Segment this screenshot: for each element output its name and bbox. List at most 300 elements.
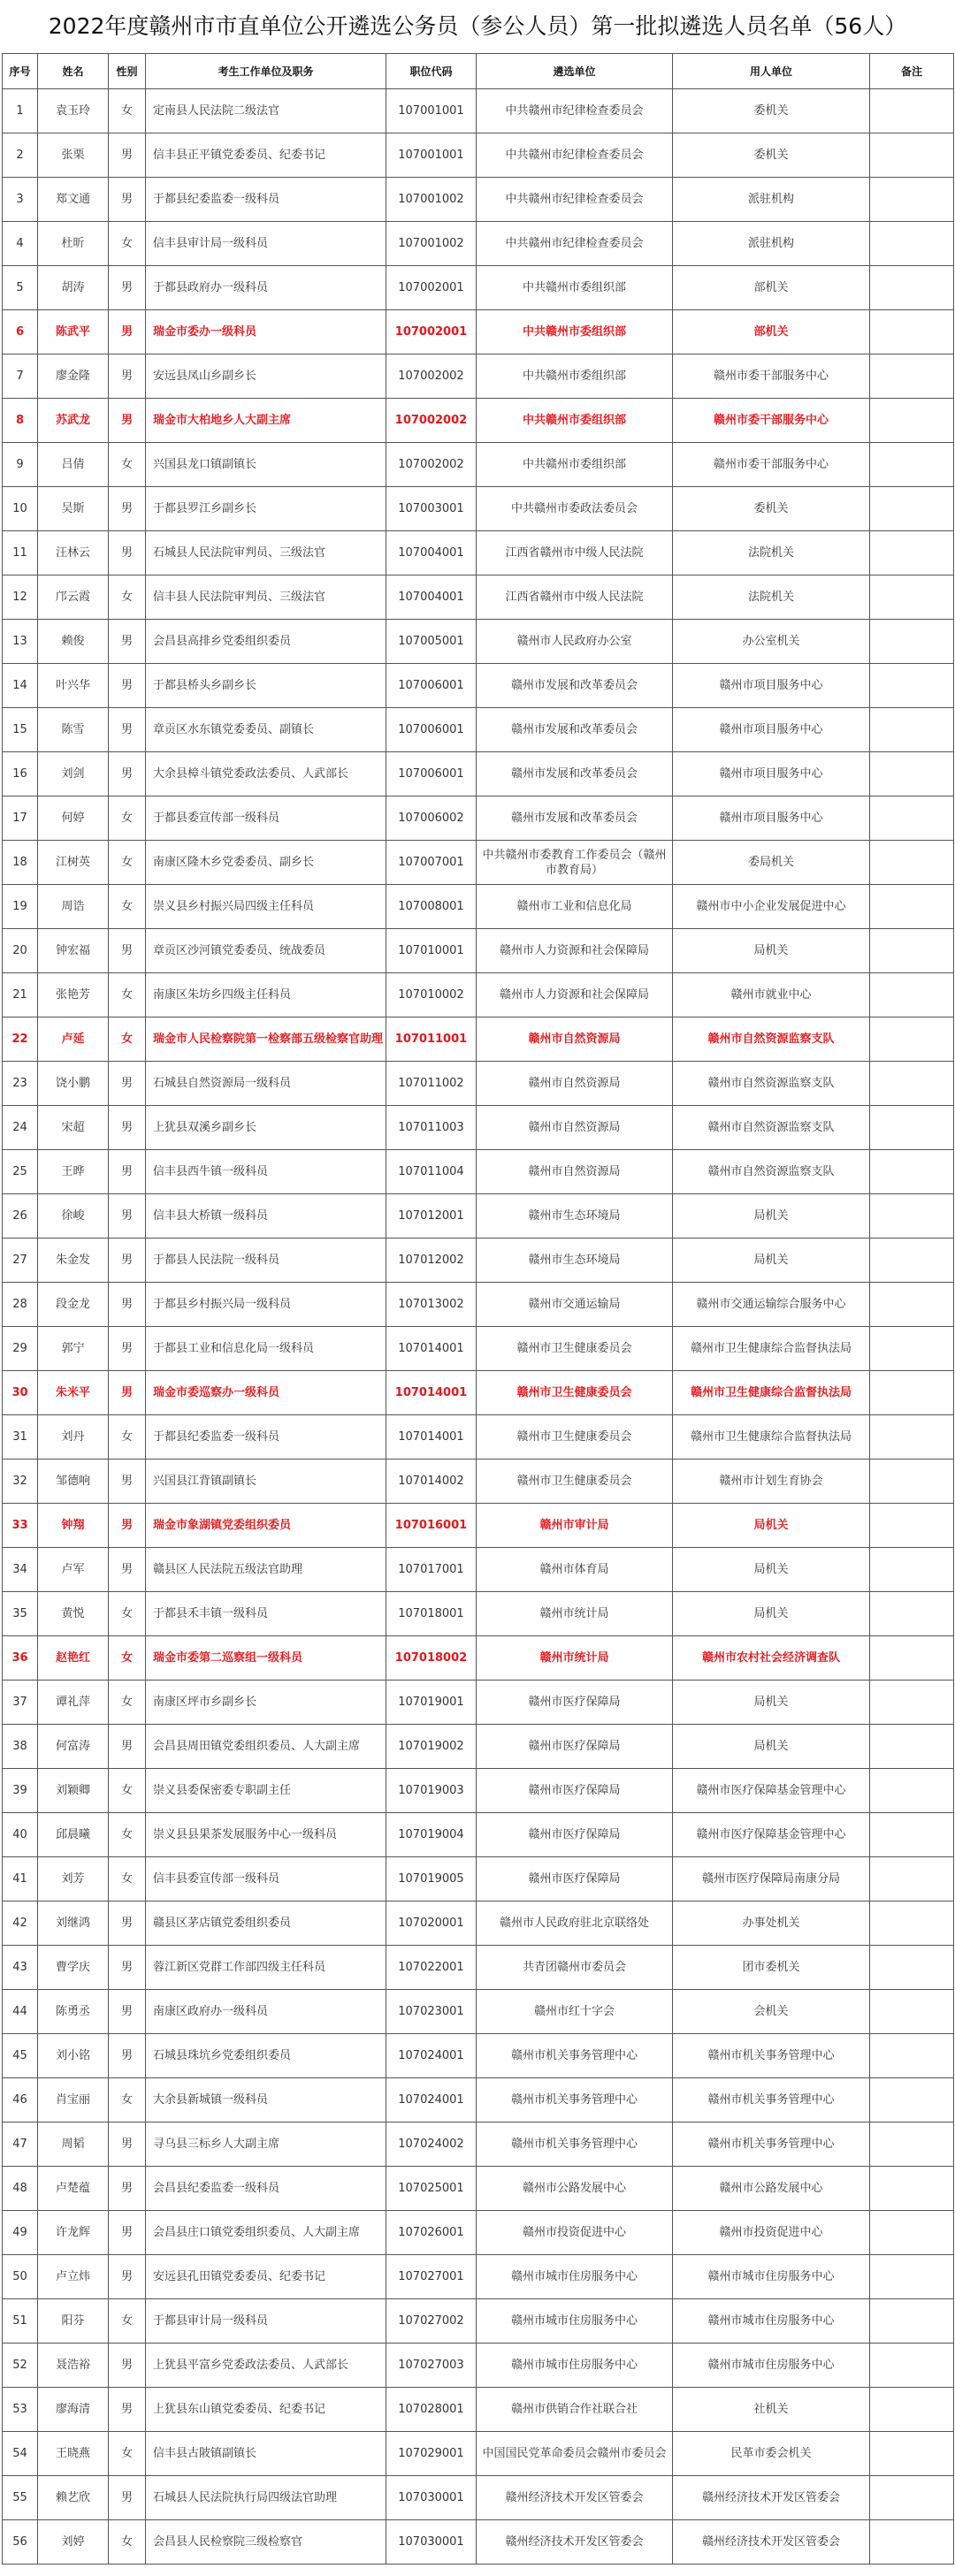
cell-gender: 女 — [109, 1592, 146, 1636]
cell-hire-unit: 赣州市项目服务中心 — [673, 796, 870, 841]
table-row — [3, 620, 954, 664]
cell-select-unit: 中共赣州市纪律检查委员会 — [477, 178, 673, 222]
cell-no: 9 — [3, 443, 38, 487]
cell-code: 107027003 — [386, 2344, 477, 2388]
cell-job: 章贡区沙河镇党委委员、统战委员 — [146, 929, 386, 973]
cell-gender: 男 — [109, 178, 146, 222]
cell-job: 会昌县庄口镇党委组织委员、人大副主席 — [146, 2211, 386, 2255]
cell-select-unit: 赣州市医疗保障局 — [477, 1769, 673, 1813]
cell-gender: 男 — [109, 2211, 146, 2255]
cell-code: 107012002 — [386, 1238, 477, 1283]
cell-hire-unit: 委机关 — [673, 487, 870, 531]
table-row — [3, 2388, 954, 2432]
cell-note — [870, 841, 954, 885]
cell-name: 聂浩裕 — [38, 2344, 109, 2388]
cell-name: 卢立炜 — [38, 2255, 109, 2299]
cell-gender: 男 — [109, 929, 146, 973]
table-row — [3, 1813, 954, 1857]
cell-select-unit: 赣州市体育局 — [477, 1548, 673, 1592]
cell-note — [870, 1548, 954, 1592]
cell-code: 107002001 — [386, 310, 477, 354]
cell-name: 刘小铭 — [38, 2034, 109, 2078]
cell-hire-unit: 赣州市投资促进中心 — [673, 2211, 870, 2255]
table-row — [3, 2476, 954, 2520]
cell-gender: 男 — [109, 1548, 146, 1592]
cell-note — [870, 1680, 954, 1725]
cell-code: 107024001 — [386, 2078, 477, 2123]
table-row — [3, 708, 954, 752]
cell-no: 2 — [3, 133, 38, 178]
cell-name: 朱金发 — [38, 1238, 109, 1283]
cell-gender: 男 — [109, 1990, 146, 2034]
cell-code: 107011004 — [386, 1150, 477, 1194]
cell-job: 南康区隆木乡党委委员、副乡长 — [146, 841, 386, 885]
cell-no: 40 — [3, 1813, 38, 1857]
cell-name: 卢延 — [38, 1017, 109, 1062]
cell-no: 8 — [3, 399, 38, 443]
cell-no: 50 — [3, 2255, 38, 2299]
cell-gender: 男 — [109, 620, 146, 664]
cell-code: 107010001 — [386, 929, 477, 973]
cell-hire-unit: 赣州市卫生健康综合监督执法局 — [673, 1415, 870, 1459]
cell-gender: 女 — [109, 1680, 146, 1725]
cell-select-unit: 赣州市医疗保障局 — [477, 1680, 673, 1725]
cell-code: 107013002 — [386, 1283, 477, 1327]
cell-gender: 女 — [109, 885, 146, 929]
cell-gender: 男 — [109, 1371, 146, 1415]
cell-job: 瑞金市大柏地乡人大副主席 — [146, 399, 386, 443]
cell-no: 5 — [3, 266, 38, 310]
table-row — [3, 929, 954, 973]
cell-hire-unit: 民革市委会机关 — [673, 2432, 870, 2476]
table-row — [3, 222, 954, 266]
cell-name: 郑文通 — [38, 178, 109, 222]
cell-note — [870, 1106, 954, 1150]
cell-code: 107001001 — [386, 89, 477, 133]
cell-job: 于都县禾丰镇一级科员 — [146, 1592, 386, 1636]
cell-no: 11 — [3, 531, 38, 575]
cell-note — [870, 1725, 954, 1769]
cell-no: 47 — [3, 2123, 38, 2167]
cell-name: 肖宝丽 — [38, 2078, 109, 2123]
cell-code: 107024002 — [386, 2123, 477, 2167]
cell-job: 会昌县人民检察院三级检察官 — [146, 2520, 386, 2565]
cell-hire-unit: 派驻机构 — [673, 178, 870, 222]
cell-job: 崇义县委保密委专职副主任 — [146, 1769, 386, 1813]
cell-job: 石城县人民法院审判员、三级法官 — [146, 531, 386, 575]
cell-job: 章贡区水东镇党委委员、副镇长 — [146, 708, 386, 752]
cell-code: 107004001 — [386, 575, 477, 620]
cell-name: 刘继鸿 — [38, 1902, 109, 1946]
cell-code: 107019003 — [386, 1769, 477, 1813]
cell-name: 何婷 — [38, 796, 109, 841]
cell-note — [870, 399, 954, 443]
cell-job: 大余县樟斗镇党委政法委员、人武部长 — [146, 752, 386, 796]
cell-gender: 男 — [109, 2476, 146, 2520]
cell-no: 7 — [3, 354, 38, 399]
cell-code: 107001001 — [386, 133, 477, 178]
cell-name: 邝云霞 — [38, 575, 109, 620]
cell-note — [870, 178, 954, 222]
table-row — [3, 1946, 954, 1990]
cell-job: 上犹县东山镇党委委员、纪委书记 — [146, 2388, 386, 2432]
cell-select-unit: 赣州经济技术开发区管委会 — [477, 2476, 673, 2520]
cell-name: 陈雪 — [38, 708, 109, 752]
cell-select-unit: 中共赣州市纪律检查委员会 — [477, 222, 673, 266]
table-row — [3, 2123, 954, 2167]
cell-name: 刘剑 — [38, 752, 109, 796]
cell-job: 信丰县人民法院审判员、三级法官 — [146, 575, 386, 620]
table-row — [3, 1415, 954, 1459]
cell-name: 钟翔 — [38, 1504, 109, 1548]
cell-no: 18 — [3, 841, 38, 885]
cell-job: 上犹县平富乡党委政法委员、人武部长 — [146, 2344, 386, 2388]
cell-no: 42 — [3, 1902, 38, 1946]
cell-note — [870, 2520, 954, 2565]
cell-note — [870, 2123, 954, 2167]
cell-job: 信丰县西牛镇一级科员 — [146, 1150, 386, 1194]
cell-gender: 男 — [109, 1504, 146, 1548]
cell-note — [870, 1238, 954, 1283]
cell-select-unit: 赣州市统计局 — [477, 1592, 673, 1636]
cell-name: 何富涛 — [38, 1725, 109, 1769]
cell-job: 蓉江新区党群工作部四级主任科员 — [146, 1946, 386, 1990]
cell-no: 23 — [3, 1062, 38, 1106]
cell-hire-unit: 赣州市城市住房服务中心 — [673, 2299, 870, 2344]
cell-select-unit: 赣州市城市住房服务中心 — [477, 2344, 673, 2388]
cell-no: 26 — [3, 1194, 38, 1238]
header-no: 序号 — [3, 54, 38, 89]
cell-code: 107029001 — [386, 2432, 477, 2476]
table-row — [3, 2299, 954, 2344]
cell-gender: 男 — [109, 1238, 146, 1283]
candidate-table — [2, 53, 954, 2565]
cell-gender: 男 — [109, 133, 146, 178]
cell-no: 54 — [3, 2432, 38, 2476]
cell-hire-unit: 会机关 — [673, 1990, 870, 2034]
table-row — [3, 1990, 954, 2034]
cell-select-unit: 赣州市发展和改革委员会 — [477, 752, 673, 796]
cell-hire-unit: 局机关 — [673, 1548, 870, 1592]
table-row — [3, 133, 954, 178]
cell-note — [870, 2255, 954, 2299]
cell-no: 4 — [3, 222, 38, 266]
cell-job: 安远县孔田镇党委委员、纪委书记 — [146, 2255, 386, 2299]
cell-hire-unit: 赣州市城市住房服务中心 — [673, 2344, 870, 2388]
cell-select-unit: 赣州市审计局 — [477, 1504, 673, 1548]
cell-select-unit: 赣州市卫生健康委员会 — [477, 1371, 673, 1415]
cell-hire-unit: 局机关 — [673, 929, 870, 973]
cell-name: 刘婷 — [38, 2520, 109, 2565]
cell-select-unit: 赣州市医疗保障局 — [477, 1725, 673, 1769]
cell-no: 35 — [3, 1592, 38, 1636]
cell-note — [870, 1062, 954, 1106]
header-gender: 性别 — [109, 54, 146, 89]
cell-job: 南康区政府办一级科员 — [146, 1990, 386, 2034]
cell-hire-unit: 赣州市项目服务中心 — [673, 752, 870, 796]
header-note: 备注 — [870, 54, 954, 89]
cell-note — [870, 2476, 954, 2520]
cell-select-unit: 赣州市人力资源和社会保障局 — [477, 929, 673, 973]
cell-name: 张艳芳 — [38, 973, 109, 1017]
cell-job: 信丰县委宣传部一级科员 — [146, 1857, 386, 1902]
cell-hire-unit: 赣州市卫生健康综合监督执法局 — [673, 1371, 870, 1415]
cell-job: 于都县委宣传部一级科员 — [146, 796, 386, 841]
table-row — [3, 575, 954, 620]
cell-code: 107011001 — [386, 1017, 477, 1062]
cell-hire-unit: 赣州市机关事务管理中心 — [673, 2034, 870, 2078]
cell-select-unit: 赣州市城市住房服务中心 — [477, 2299, 673, 2344]
cell-job: 瑞金市象湖镇党委组织委员 — [146, 1504, 386, 1548]
table-row — [3, 2344, 954, 2388]
cell-no: 30 — [3, 1371, 38, 1415]
cell-select-unit: 赣州市医疗保障局 — [477, 1857, 673, 1902]
cell-job: 于都县人民法院一级科员 — [146, 1238, 386, 1283]
cell-no: 25 — [3, 1150, 38, 1194]
cell-name: 吕倩 — [38, 443, 109, 487]
cell-hire-unit: 赣州市交通运输综合服务中心 — [673, 1283, 870, 1327]
table-row — [3, 531, 954, 575]
cell-hire-unit: 局机关 — [673, 1504, 870, 1548]
table-row — [3, 1238, 954, 1283]
table-row — [3, 1371, 954, 1415]
cell-no: 49 — [3, 2211, 38, 2255]
table-row — [3, 2211, 954, 2255]
table-row — [3, 1327, 954, 1371]
cell-name: 刘丹 — [38, 1415, 109, 1459]
cell-name: 廖金隆 — [38, 354, 109, 399]
cell-no: 16 — [3, 752, 38, 796]
cell-no: 53 — [3, 2388, 38, 2432]
table-row — [3, 2520, 954, 2565]
cell-select-unit: 赣州市红十字会 — [477, 1990, 673, 2034]
cell-select-unit: 赣州经济技术开发区管委会 — [477, 2520, 673, 2565]
cell-name: 朱米平 — [38, 1371, 109, 1415]
cell-note — [870, 1990, 954, 2034]
cell-hire-unit: 赣州市机关事务管理中心 — [673, 2078, 870, 2123]
cell-job: 安远县凤山乡副乡长 — [146, 354, 386, 399]
cell-note — [870, 620, 954, 664]
table-row — [3, 1769, 954, 1813]
cell-note — [870, 2034, 954, 2078]
cell-select-unit: 江西省赣州市中级人民法院 — [477, 531, 673, 575]
table-row — [3, 1680, 954, 1725]
cell-gender: 女 — [109, 1857, 146, 1902]
cell-name: 周韬 — [38, 2123, 109, 2167]
cell-select-unit: 赣州市机关事务管理中心 — [477, 2078, 673, 2123]
cell-name: 周诰 — [38, 885, 109, 929]
cell-note — [870, 2432, 954, 2476]
cell-gender: 女 — [109, 575, 146, 620]
cell-code: 107019005 — [386, 1857, 477, 1902]
cell-job: 瑞金市委第二巡察组一级科员 — [146, 1636, 386, 1680]
cell-select-unit: 赣州市自然资源局 — [477, 1106, 673, 1150]
cell-job: 瑞金市委办一级科员 — [146, 310, 386, 354]
cell-note — [870, 1946, 954, 1990]
cell-gender: 男 — [109, 531, 146, 575]
cell-hire-unit: 赣州市自然资源监察支队 — [673, 1150, 870, 1194]
cell-note — [870, 1371, 954, 1415]
cell-no: 38 — [3, 1725, 38, 1769]
cell-hire-unit: 赣州市委干部服务中心 — [673, 354, 870, 399]
cell-name: 饶小鹏 — [38, 1062, 109, 1106]
cell-job: 信丰县正平镇党委委员、纪委书记 — [146, 133, 386, 178]
cell-name: 江树英 — [38, 841, 109, 885]
cell-note — [870, 885, 954, 929]
cell-no: 24 — [3, 1106, 38, 1150]
cell-name: 钟宏福 — [38, 929, 109, 973]
table-row — [3, 1283, 954, 1327]
cell-code: 107011002 — [386, 1062, 477, 1106]
cell-select-unit: 中共赣州市委组织部 — [477, 266, 673, 310]
table-row — [3, 2078, 954, 2123]
cell-note — [870, 222, 954, 266]
cell-no: 15 — [3, 708, 38, 752]
cell-job: 会昌县周田镇党委组织委员、人大副主席 — [146, 1725, 386, 1769]
table-row — [3, 2255, 954, 2299]
cell-hire-unit: 局机关 — [673, 1238, 870, 1283]
cell-select-unit: 赣州市机关事务管理中心 — [477, 2123, 673, 2167]
cell-name: 王晔 — [38, 1150, 109, 1194]
cell-job: 瑞金市人民检察院第一检察部五级检察官助理 — [146, 1017, 386, 1062]
cell-job: 信丰县古陂镇副镇长 — [146, 2432, 386, 2476]
cell-note — [870, 2344, 954, 2388]
cell-job: 信丰县审计局一级科员 — [146, 222, 386, 266]
cell-code: 107002002 — [386, 399, 477, 443]
cell-note — [870, 1636, 954, 1680]
cell-job: 于都县纪委监委一级科员 — [146, 1415, 386, 1459]
cell-gender: 男 — [109, 2123, 146, 2167]
cell-name: 苏武龙 — [38, 399, 109, 443]
cell-select-unit: 赣州市卫生健康委员会 — [477, 1459, 673, 1504]
table-row — [3, 1504, 954, 1548]
cell-gender: 男 — [109, 354, 146, 399]
cell-select-unit: 赣州市人民政府办公室 — [477, 620, 673, 664]
cell-job: 石城县自然资源局一级科员 — [146, 1062, 386, 1106]
cell-code: 107030001 — [386, 2476, 477, 2520]
cell-gender: 女 — [109, 2299, 146, 2344]
cell-select-unit: 赣州市交通运输局 — [477, 1283, 673, 1327]
cell-name: 卢军 — [38, 1548, 109, 1592]
table-row — [3, 752, 954, 796]
cell-name: 赵艳红 — [38, 1636, 109, 1680]
cell-job: 大余县新城镇一级科员 — [146, 2078, 386, 2123]
cell-hire-unit: 派驻机构 — [673, 222, 870, 266]
cell-no: 17 — [3, 796, 38, 841]
table-row — [3, 1548, 954, 1592]
cell-no: 55 — [3, 2476, 38, 2520]
cell-job: 于都县政府办一级科员 — [146, 266, 386, 310]
cell-hire-unit: 委局机关 — [673, 841, 870, 885]
cell-no: 31 — [3, 1415, 38, 1459]
cell-code: 107022001 — [386, 1946, 477, 1990]
cell-job: 会昌县高排乡党委组织委员 — [146, 620, 386, 664]
cell-no: 37 — [3, 1680, 38, 1725]
cell-gender: 男 — [109, 1283, 146, 1327]
cell-no: 41 — [3, 1857, 38, 1902]
table-row — [3, 1459, 954, 1504]
cell-code: 107002002 — [386, 443, 477, 487]
cell-job: 于都县审计局一级科员 — [146, 2299, 386, 2344]
cell-gender: 男 — [109, 2388, 146, 2432]
cell-hire-unit: 赣州市委干部服务中心 — [673, 399, 870, 443]
cell-code: 107002002 — [386, 354, 477, 399]
header-code: 职位代码 — [386, 54, 477, 89]
cell-select-unit: 赣州市医疗保障局 — [477, 1813, 673, 1857]
cell-hire-unit: 赣州市公路发展中心 — [673, 2167, 870, 2211]
cell-no: 48 — [3, 2167, 38, 2211]
header-job: 考生工作单位及职务 — [146, 54, 386, 89]
cell-hire-unit: 赣州市委干部服务中心 — [673, 443, 870, 487]
cell-note — [870, 1592, 954, 1636]
cell-code: 107001002 — [386, 178, 477, 222]
cell-name: 袁玉玲 — [38, 89, 109, 133]
table-row — [3, 2167, 954, 2211]
cell-hire-unit: 法院机关 — [673, 531, 870, 575]
cell-name: 廖海清 — [38, 2388, 109, 2432]
cell-hire-unit: 赣州市医疗保障基金管理中心 — [673, 1769, 870, 1813]
cell-gender: 男 — [109, 1150, 146, 1194]
cell-note — [870, 752, 954, 796]
cell-code: 107016001 — [386, 1504, 477, 1548]
table-row — [3, 487, 954, 531]
cell-code: 107014001 — [386, 1327, 477, 1371]
table-row — [3, 2432, 954, 2476]
cell-hire-unit: 团市委机关 — [673, 1946, 870, 1990]
cell-hire-unit: 委机关 — [673, 89, 870, 133]
cell-hire-unit: 赣州市计划生育协会 — [673, 1459, 870, 1504]
cell-note — [870, 354, 954, 399]
table-row — [3, 1017, 954, 1062]
cell-code: 107019004 — [386, 1813, 477, 1857]
cell-code: 107018002 — [386, 1636, 477, 1680]
table-row — [3, 310, 954, 354]
cell-select-unit: 赣州市发展和改革委员会 — [477, 664, 673, 708]
cell-gender: 女 — [109, 841, 146, 885]
cell-note — [870, 1017, 954, 1062]
cell-hire-unit: 赣州市自然资源监察支队 — [673, 1062, 870, 1106]
cell-no: 21 — [3, 973, 38, 1017]
table-row — [3, 1150, 954, 1194]
cell-gender: 男 — [109, 1106, 146, 1150]
cell-no: 22 — [3, 1017, 38, 1062]
cell-note — [870, 2299, 954, 2344]
cell-note — [870, 929, 954, 973]
cell-note — [870, 310, 954, 354]
cell-code: 107005001 — [386, 620, 477, 664]
cell-code: 107006001 — [386, 708, 477, 752]
cell-no: 32 — [3, 1459, 38, 1504]
cell-gender: 女 — [109, 2432, 146, 2476]
cell-no: 51 — [3, 2299, 38, 2344]
cell-no: 45 — [3, 2034, 38, 2078]
table-row — [3, 885, 954, 929]
table-row — [3, 178, 954, 222]
cell-gender: 男 — [109, 2167, 146, 2211]
cell-note — [870, 487, 954, 531]
cell-gender: 男 — [109, 664, 146, 708]
cell-job: 于都县工业和信息化局一级科员 — [146, 1327, 386, 1371]
cell-no: 12 — [3, 575, 38, 620]
cell-code: 107027002 — [386, 2299, 477, 2344]
cell-hire-unit: 赣州市医疗保障基金管理中心 — [673, 1813, 870, 1857]
cell-gender: 女 — [109, 2078, 146, 2123]
cell-gender: 男 — [109, 399, 146, 443]
cell-no: 28 — [3, 1283, 38, 1327]
cell-select-unit: 赣州市公路发展中心 — [477, 2167, 673, 2211]
cell-no: 10 — [3, 487, 38, 531]
cell-no: 20 — [3, 929, 38, 973]
